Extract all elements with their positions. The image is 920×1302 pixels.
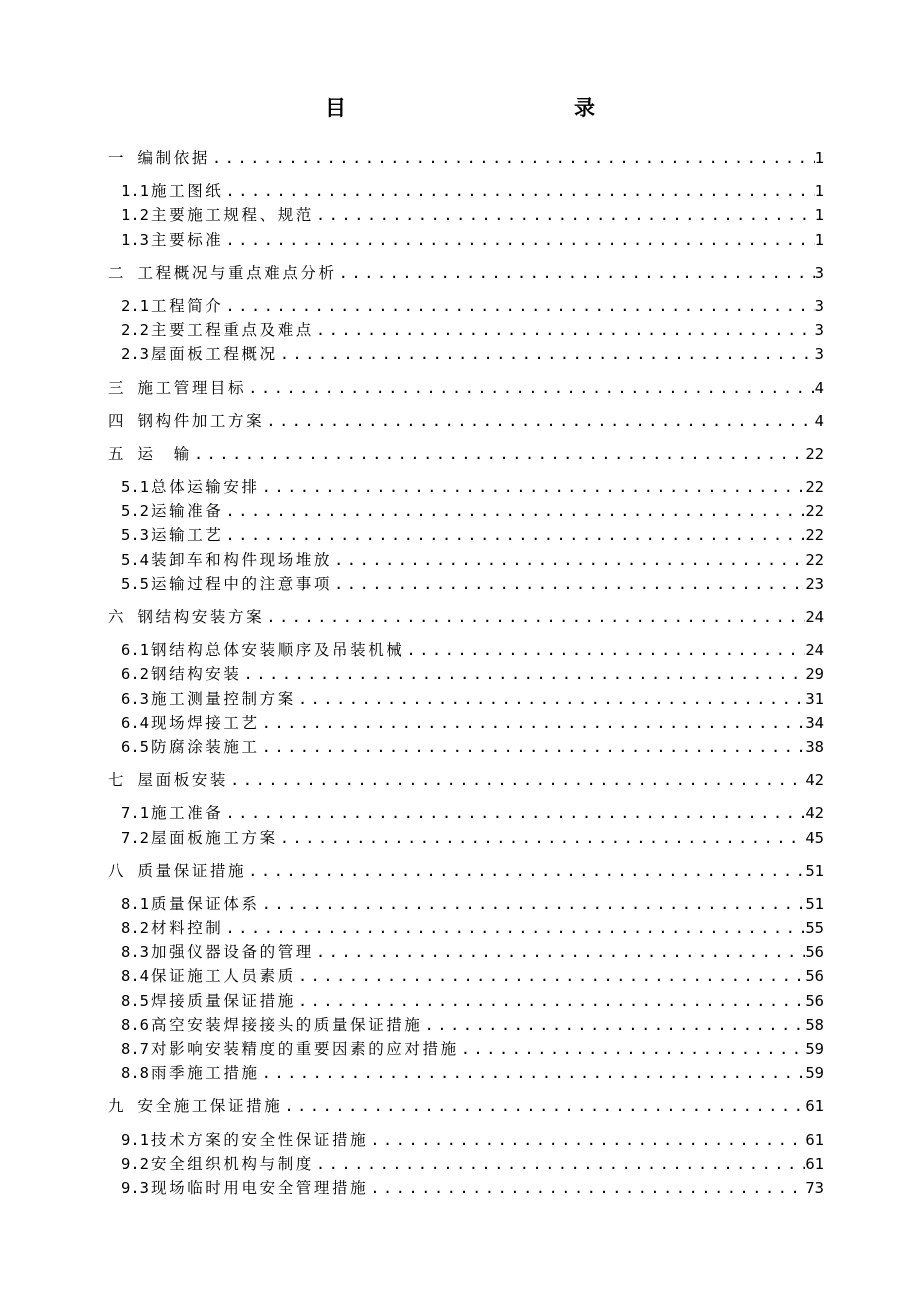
entry-label: 屋面板工程概况	[151, 345, 278, 364]
entry-number: 1.2	[121, 206, 149, 225]
toc-chapter-entry[interactable]	[108, 442, 824, 466]
entry-page-number: 73	[805, 1178, 824, 1197]
entry-number: 六	[108, 608, 124, 626]
entry-number: 9.1	[121, 1130, 149, 1149]
entry-label: 屋面板安装	[137, 771, 229, 790]
entry-label: 焊接质量保证措施	[151, 991, 296, 1010]
dot-leader	[264, 409, 814, 433]
entry-number: 6.5	[121, 737, 149, 756]
entry-number: 8.8	[121, 1064, 149, 1083]
dot-leader	[210, 146, 815, 170]
entry-number: 6.1	[121, 641, 149, 660]
toc-section-entry[interactable]	[108, 475, 824, 499]
entry-page-number: 42	[805, 771, 824, 790]
entry-number: 9.2	[121, 1154, 149, 1173]
entry-page-number: 3	[814, 321, 824, 340]
toc-chapter-entry[interactable]	[108, 859, 824, 883]
entry-page-number: 22	[805, 550, 824, 569]
entry-number: 九	[108, 1097, 124, 1116]
entry-page-number: 3	[814, 296, 824, 315]
dot-leader	[296, 989, 806, 1013]
entry-page-number: 22	[805, 502, 824, 521]
entry-label: 施工准备	[151, 804, 224, 823]
entry-label: 运输准备	[151, 502, 224, 521]
entry-label: 安全施工保证措施	[137, 1097, 283, 1116]
entry-page-number: 38	[805, 737, 824, 756]
entry-number: 8.4	[121, 967, 149, 986]
entry-label: 材料控制	[151, 919, 224, 938]
entry-number: 6.3	[121, 689, 149, 708]
entry-label: 技术方案的安全性保证措施	[151, 1130, 369, 1149]
entry-label: 对影响安装精度的重要因素的应对措施	[151, 1040, 459, 1058]
dot-leader	[368, 1128, 805, 1152]
toc-section-entry[interactable]	[108, 228, 824, 252]
entry-label: 雨季施工措施	[151, 1064, 260, 1083]
entry-label: 加强仪器设备的管理	[151, 943, 314, 962]
toc-title: 目 录	[325, 96, 657, 120]
entry-label: 工程简介	[151, 296, 224, 315]
dot-leader	[228, 768, 805, 792]
entry-label: 钢结构安装方案	[137, 608, 265, 626]
entry-number: 6.2	[121, 665, 149, 684]
entry-page-number: 58	[805, 1015, 824, 1034]
toc-section-entry[interactable]	[108, 638, 824, 662]
toc-chapter-entry[interactable]	[108, 768, 824, 792]
toc-section-entry[interactable]	[108, 1152, 824, 1176]
toc-section-entry[interactable]	[108, 735, 824, 759]
entry-page-number: 1	[814, 230, 824, 249]
dot-leader	[332, 548, 805, 572]
toc-section-entry[interactable]	[108, 940, 824, 964]
dot-leader	[223, 801, 805, 825]
entry-number: 6.4	[121, 713, 149, 732]
entry-label: 保证施工人员素质	[151, 967, 296, 986]
entry-number: 1.1	[121, 182, 149, 201]
table-of-contents	[108, 146, 824, 1200]
entry-number: 5.3	[121, 526, 149, 545]
entry-label: 钢结构安装	[151, 665, 242, 684]
toc-section-entry[interactable]	[108, 1061, 824, 1085]
entry-page-number: 56	[805, 943, 824, 962]
entry-label: 安全组织机构与制度	[151, 1154, 314, 1173]
dot-leader	[314, 203, 815, 227]
entry-page-number: 24	[805, 641, 824, 660]
entry-number: 八	[108, 861, 124, 880]
entry-label: 钢构件加工方案	[137, 411, 265, 430]
dot-leader	[260, 735, 806, 759]
toc-section-entry[interactable]	[108, 989, 824, 1013]
entry-page-number: 3	[814, 345, 824, 364]
toc-section-entry[interactable]	[108, 179, 824, 203]
toc-section-entry[interactable]	[108, 203, 824, 227]
entry-label: 总体运输安排	[151, 478, 260, 497]
dot-leader	[278, 826, 806, 850]
entry-label: 装卸车和构件现场堆放	[151, 550, 333, 569]
dot-leader	[223, 179, 814, 203]
entry-page-number: 24	[805, 608, 824, 626]
entry-label: 运输过程中的注意事项	[151, 574, 333, 593]
dot-leader	[260, 475, 806, 499]
entry-page-number: 61	[805, 1130, 824, 1149]
dot-leader	[314, 1152, 805, 1176]
dot-leader	[282, 1094, 805, 1118]
entry-page-number: 1	[814, 182, 824, 201]
dot-leader	[296, 964, 806, 988]
entry-number: 四	[108, 411, 124, 430]
dot-leader	[264, 605, 805, 629]
entry-page-number: 22	[805, 478, 824, 497]
dot-leader	[260, 711, 806, 735]
entry-number: 五	[108, 444, 124, 463]
dot-leader	[332, 572, 805, 596]
entry-page-number: 3	[814, 263, 824, 282]
entry-page-number: 1	[814, 149, 824, 167]
entry-number: 8.2	[121, 919, 149, 938]
entry-number: 7.2	[121, 828, 149, 847]
entry-number: 8.7	[121, 1040, 149, 1058]
entry-number: 二	[108, 263, 124, 282]
entry-label: 质量保证措施	[137, 861, 247, 880]
toc-chapter-entry[interactable]	[108, 376, 824, 400]
toc-section-entry[interactable]	[108, 687, 824, 711]
toc-section-entry[interactable]	[108, 964, 824, 988]
entry-label: 工程概况与重点难点分析	[137, 263, 337, 282]
dot-leader	[246, 376, 815, 400]
dot-leader	[314, 940, 805, 964]
toc-section-entry[interactable]	[108, 711, 824, 735]
toc-section-entry[interactable]	[108, 1176, 824, 1200]
entry-label: 施工图纸	[151, 182, 224, 201]
entry-page-number: 22	[805, 526, 824, 545]
entry-page-number: 31	[805, 689, 824, 708]
toc-section-entry[interactable]	[108, 662, 824, 686]
entry-number: 2.3	[121, 345, 149, 364]
toc-section-entry[interactable]	[108, 318, 824, 342]
toc-section-entry[interactable]	[108, 1013, 824, 1037]
entry-label: 屋面板施工方案	[151, 828, 278, 847]
entry-label: 防腐涂装施工	[151, 737, 260, 756]
entry-page-number: 1	[814, 206, 824, 225]
toc-chapter-entry[interactable]	[108, 605, 824, 629]
toc-chapter-entry[interactable]	[108, 261, 824, 285]
entry-label: 主要标准	[151, 230, 224, 249]
dot-leader	[223, 294, 814, 318]
entry-page-number: 56	[805, 967, 824, 986]
toc-section-entry[interactable]	[108, 892, 824, 916]
entry-page-number: 45	[805, 828, 824, 847]
dot-leader	[296, 687, 806, 711]
toc-section-entry[interactable]	[108, 572, 824, 596]
entry-number: 8.6	[121, 1015, 149, 1034]
entry-label: 现场焊接工艺	[151, 713, 260, 732]
entry-page-number: 61	[805, 1154, 824, 1173]
dot-leader	[223, 523, 805, 547]
dot-leader	[314, 318, 815, 342]
toc-section-entry[interactable]	[108, 294, 824, 318]
dot-leader	[278, 342, 815, 366]
entry-label: 现场临时用电安全管理措施	[151, 1178, 369, 1197]
entry-number: 2.1	[121, 296, 149, 315]
entry-number: 七	[108, 771, 124, 790]
dot-leader	[246, 859, 805, 883]
entry-page-number: 51	[805, 861, 824, 880]
entry-label: 运输工艺	[151, 526, 224, 545]
entry-number: 7.1	[121, 804, 149, 823]
entry-number: 5.1	[121, 478, 149, 497]
entry-label: 施工测量控制方案	[151, 689, 296, 708]
toc-section-entry[interactable]	[108, 548, 824, 572]
entry-number: 9.3	[121, 1178, 149, 1197]
entry-number: 8.5	[121, 991, 149, 1010]
entry-page-number: 56	[805, 991, 824, 1010]
entry-page-number: 23	[805, 574, 824, 593]
entry-label: 运 输	[137, 444, 192, 463]
toc-section-entry[interactable]	[108, 801, 824, 825]
dot-leader	[368, 1176, 805, 1200]
dot-leader	[242, 662, 806, 686]
entry-number: 三	[108, 378, 124, 397]
dot-leader	[337, 261, 815, 285]
entry-number: 2.2	[121, 321, 149, 340]
entry-number: 5.4	[121, 550, 149, 569]
entry-page-number: 42	[805, 804, 824, 823]
dot-leader	[459, 1037, 806, 1061]
dot-leader	[423, 1013, 806, 1037]
entry-label: 钢结构总体安装顺序及吊装机械	[151, 641, 405, 660]
toc-section-entry[interactable]	[108, 1037, 824, 1061]
entry-page-number: 55	[805, 919, 824, 938]
entry-label: 主要工程重点及难点	[151, 321, 314, 340]
toc-section-entry[interactable]	[108, 523, 824, 547]
toc-chapter-entry[interactable]	[108, 409, 824, 433]
entry-page-number: 51	[805, 894, 824, 913]
entry-label: 施工管理目标	[137, 378, 247, 397]
entry-label: 质量保证体系	[151, 894, 260, 913]
entry-page-number: 29	[805, 665, 824, 684]
entry-number: 5.2	[121, 502, 149, 521]
entry-page-number: 4	[814, 411, 824, 430]
entry-page-number: 4	[814, 378, 824, 397]
toc-chapter-entry[interactable]	[108, 146, 824, 170]
entry-page-number: 59	[805, 1064, 824, 1083]
entry-label: 主要施工规程、规范	[151, 206, 314, 225]
entry-page-number: 22	[805, 444, 824, 463]
toc-section-entry[interactable]	[108, 342, 824, 366]
dot-leader	[260, 892, 806, 916]
entry-number: 1.3	[121, 230, 149, 249]
entry-page-number: 59	[805, 1040, 824, 1058]
toc-section-entry[interactable]	[108, 826, 824, 850]
entry-page-number: 34	[805, 713, 824, 732]
entry-number: 8.1	[121, 894, 149, 913]
toc-section-entry[interactable]	[108, 1128, 824, 1152]
toc-section-entry[interactable]	[108, 916, 824, 940]
entry-number: 一	[108, 149, 124, 167]
entry-number: 8.3	[121, 943, 149, 962]
entry-label: 高空安装焊接接头的质量保证措施	[151, 1015, 423, 1034]
toc-chapter-entry[interactable]	[108, 1094, 824, 1118]
dot-leader	[223, 916, 805, 940]
entry-number: 5.5	[121, 574, 149, 593]
dot-leader	[223, 499, 805, 523]
dot-leader	[223, 228, 814, 252]
dot-leader	[260, 1061, 806, 1085]
entry-label: 编制依据	[137, 149, 210, 167]
dot-leader	[192, 442, 806, 466]
entry-page-number: 61	[805, 1097, 824, 1116]
dot-leader	[404, 638, 805, 662]
toc-section-entry[interactable]	[108, 499, 824, 523]
